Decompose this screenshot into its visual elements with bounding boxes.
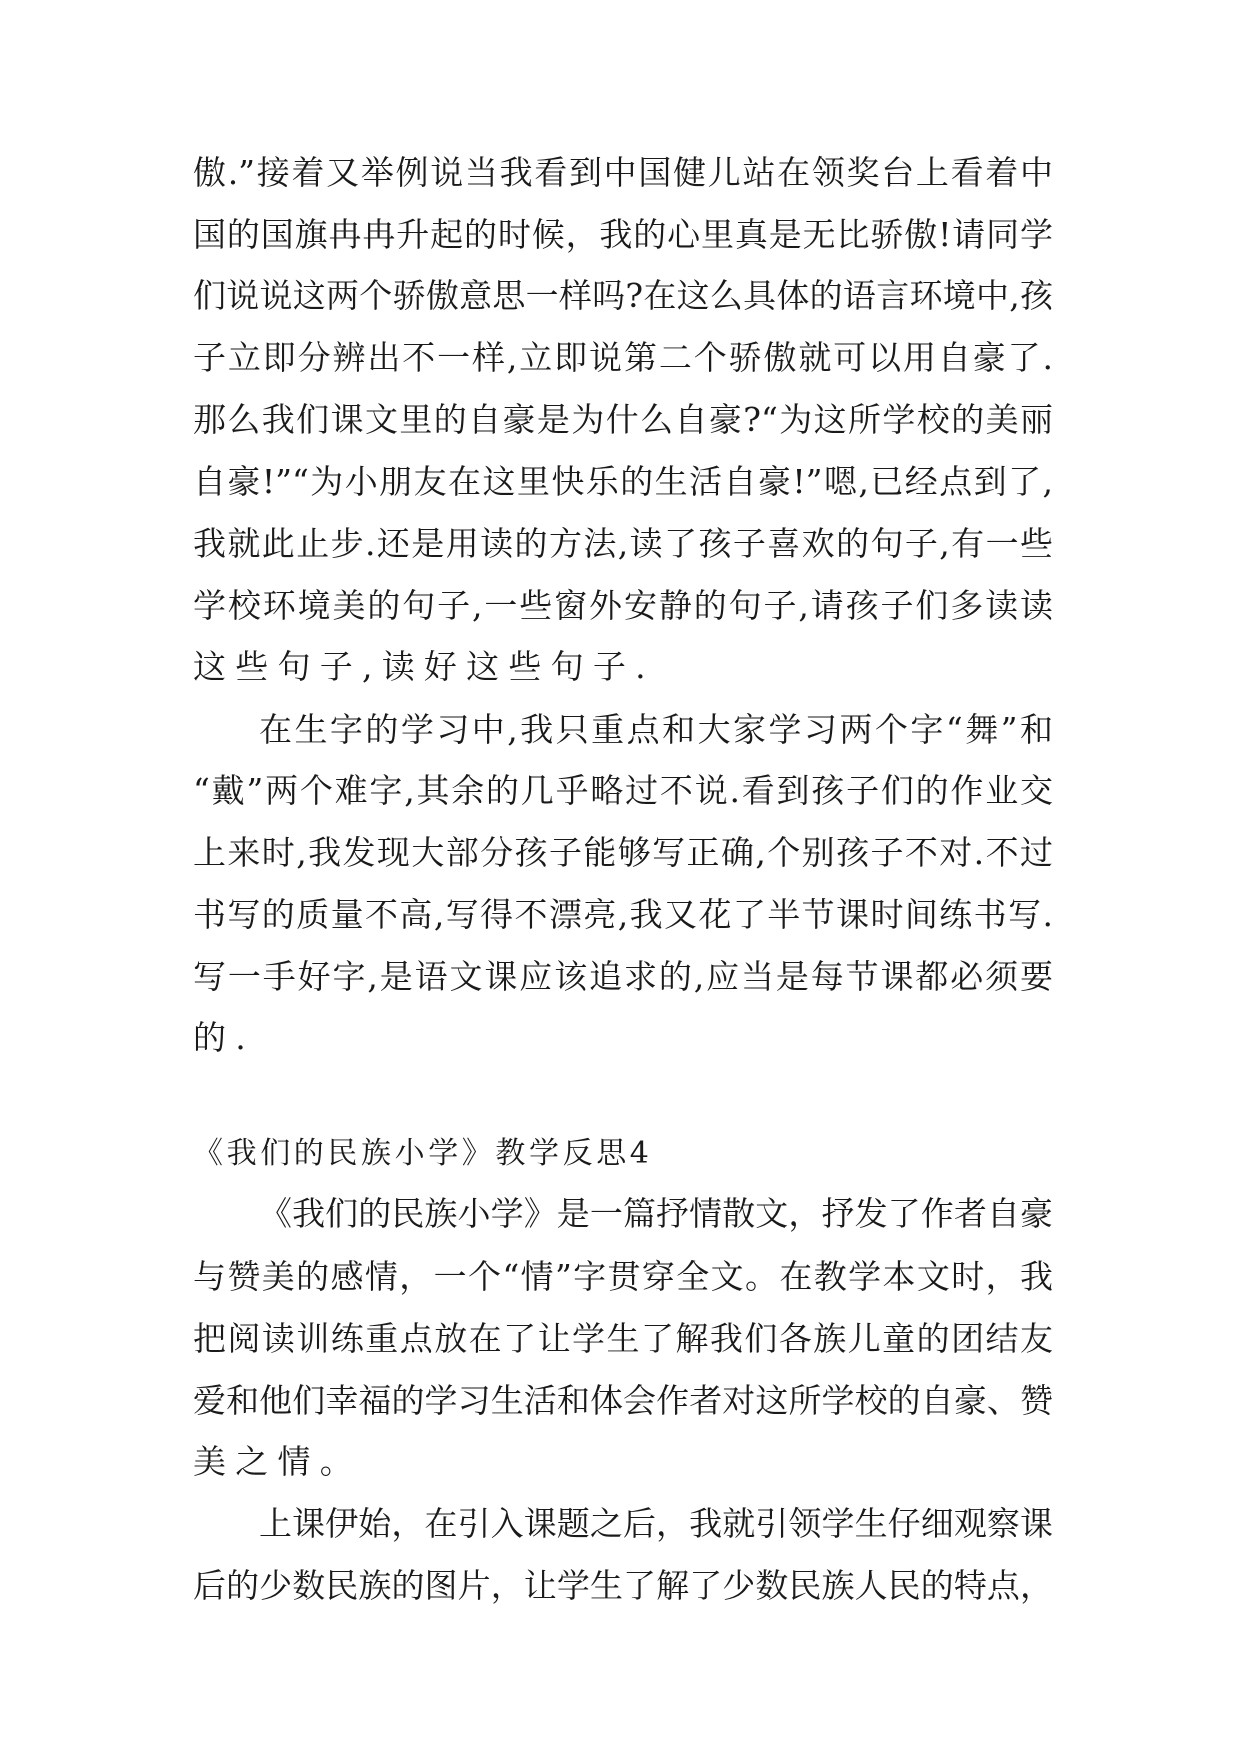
paragraph-line: 上来时,我发现大部分孩子能够写正确,个别孩子不对.不过 [193, 833, 1053, 872]
paragraph-line: 子立即分辨出不一样,立即说第二个骄傲就可以用自豪了. [193, 338, 1053, 377]
paragraph-line: 在生字的学习中,我只重点和大家学习两个字“舞”和 [259, 710, 1053, 749]
paragraph-line: 我就此止步.还是用读的方法,读了孩子喜欢的句子,有一些 [193, 524, 1053, 563]
paragraph-line: 与赞美的感情，一个“情”字贯穿全文。在教学本文时，我 [193, 1257, 1053, 1296]
paragraph-line: 《我们的民族小学》是一篇抒情散文，抒发了作者自豪 [259, 1194, 1053, 1233]
paragraph-line: 的. [193, 1018, 255, 1057]
paragraph-line: 们说说这两个骄傲意思一样吗?在这么具体的语言环境中,孩 [193, 276, 1053, 315]
paragraph-line: 那么我们课文里的自豪是为什么自豪?“为这所学校的美丽 [193, 400, 1053, 439]
section-title: 《我们的民族小学》教学反思4 [193, 1136, 653, 1171]
paragraph-line: 学校环境美的句子,一些窗外安静的句子,请孩子们多读读 [193, 586, 1053, 625]
paragraph-line: 把阅读训练重点放在了让学生了解我们各族儿童的团结友 [193, 1319, 1053, 1358]
paragraph-line: 书写的质量不高,写得不漂亮,我又花了半节课时间练书写. [193, 895, 1053, 934]
paragraph-line: 这些句子,读好这些句子. [193, 647, 655, 686]
paragraph-line: 傲.”接着又举例说当我看到中国健儿站在领奖台上看着中 [193, 153, 1053, 192]
paragraph-line: 爱和他们幸福的学习生活和体会作者对这所学校的自豪、赞 [193, 1381, 1053, 1420]
paragraph-line: 写一手好字,是语文课应该追求的,应当是每节课都必须要 [193, 957, 1053, 996]
paragraph-line: 后的少数民族的图片，让学生了解了少数民族人民的特点， [193, 1566, 1053, 1605]
paragraph-line: “戴”两个难字,其余的几乎略过不说.看到孩子们的作业交 [193, 771, 1053, 810]
paragraph-line: 自豪!”“为小朋友在这里快乐的生活自豪!”嗯,已经点到了, [193, 462, 1053, 501]
paragraph-line: 上课伊始，在引入课题之后，我就引领学生仔细观察课 [259, 1504, 1053, 1543]
paragraph-line: 国的国旗冉冉升起的时候，我的心里真是无比骄傲!请同学 [193, 215, 1053, 254]
paragraph-line: 美之情。 [193, 1442, 362, 1481]
